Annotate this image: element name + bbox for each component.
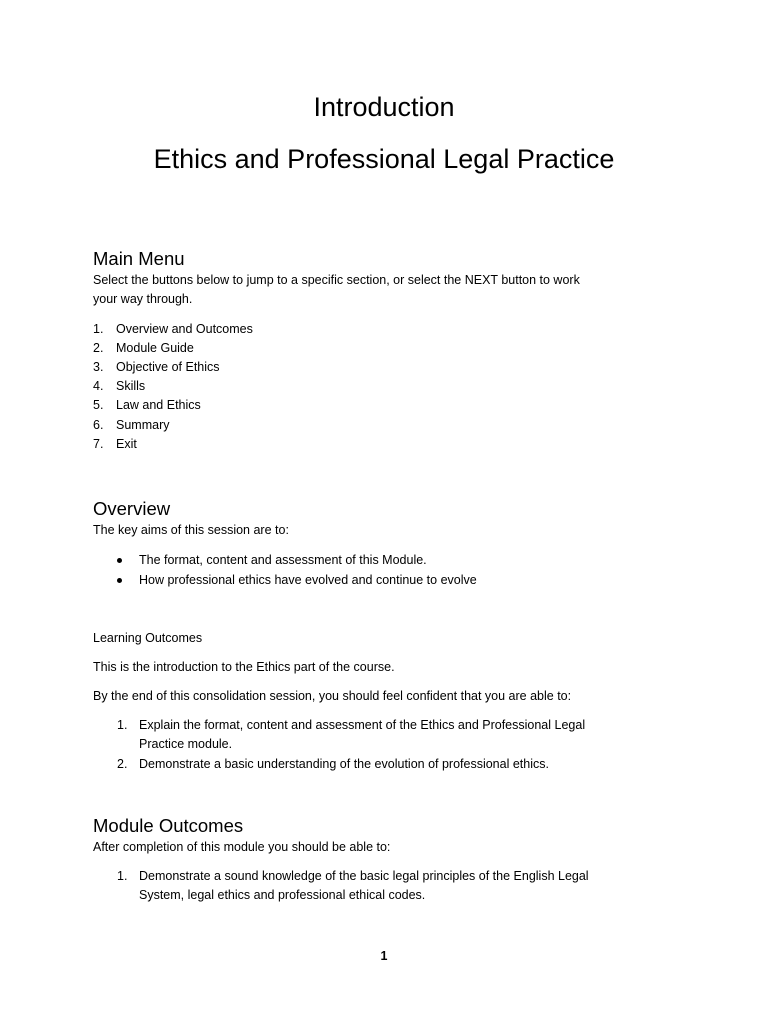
learning-outcome-text: Demonstrate a basic understanding of the evolution of professional ethics. — [139, 757, 549, 771]
list-number: 1. — [117, 869, 128, 883]
learning-outcomes-intro: This is the introduction to the Ethics part of the course. — [93, 660, 395, 674]
menu-item-label: Skills — [116, 379, 146, 393]
main-menu-heading: Main Menu — [93, 248, 185, 269]
list-number: 3. — [93, 360, 104, 374]
list-number: 1. — [117, 718, 128, 732]
menu-item-label: Objective of Ethics — [116, 360, 220, 374]
bullet-icon — [117, 578, 122, 583]
learning-outcome-text: Explain the format, content and assessment of the Ethics and Professional Legal — [139, 718, 586, 732]
main-menu-intro-continued: your way through. — [93, 292, 193, 306]
list-number: 4. — [93, 379, 104, 393]
page-number: 1 — [380, 949, 388, 963]
menu-item-label: Summary — [116, 418, 170, 432]
list-number: 2. — [93, 341, 104, 355]
list-number: 1. — [93, 322, 104, 336]
module-outcomes-intro: After completion of this module you should be able to: — [93, 840, 391, 854]
overview-heading: Overview — [93, 498, 171, 519]
menu-item-label: Module Guide — [116, 341, 194, 355]
module-outcome-text: Demonstrate a sound knowledge of the basic legal principles of the English Legal — [139, 869, 589, 883]
learning-outcomes-lead: By the end of this consolidation session, you should feel confident that you are able to: — [93, 689, 572, 703]
module-outcomes-heading: Module Outcomes — [93, 815, 244, 836]
learning-outcome-text-continued: Practice module. — [139, 737, 233, 751]
menu-item-label: Overview and Outcomes — [116, 322, 253, 336]
bullet-text: How professional ethics have evolved and continue to evolve — [139, 573, 477, 587]
document-subtitle: Ethics and Professional Legal Practice — [153, 144, 615, 174]
menu-item-label: Exit — [116, 437, 137, 451]
list-number: 6. — [93, 418, 104, 432]
menu-item-label: Law and Ethics — [116, 398, 201, 412]
bullet-icon — [117, 558, 122, 563]
list-number: 5. — [93, 398, 104, 412]
module-outcome-text-continued: System, legal ethics and professional ethical codes. — [139, 888, 426, 902]
main-menu-intro: Select the buttons below to jump to a specific section, or select the NEXT button to work — [93, 273, 580, 287]
bullet-text: The format, content and assessment of this Module. — [139, 553, 427, 567]
list-number: 7. — [93, 437, 104, 451]
learning-outcomes-heading: Learning Outcomes — [93, 631, 203, 645]
document-title: Introduction — [313, 92, 455, 122]
overview-intro: The key aims of this session are to: — [93, 523, 289, 537]
list-number: 2. — [117, 757, 128, 771]
